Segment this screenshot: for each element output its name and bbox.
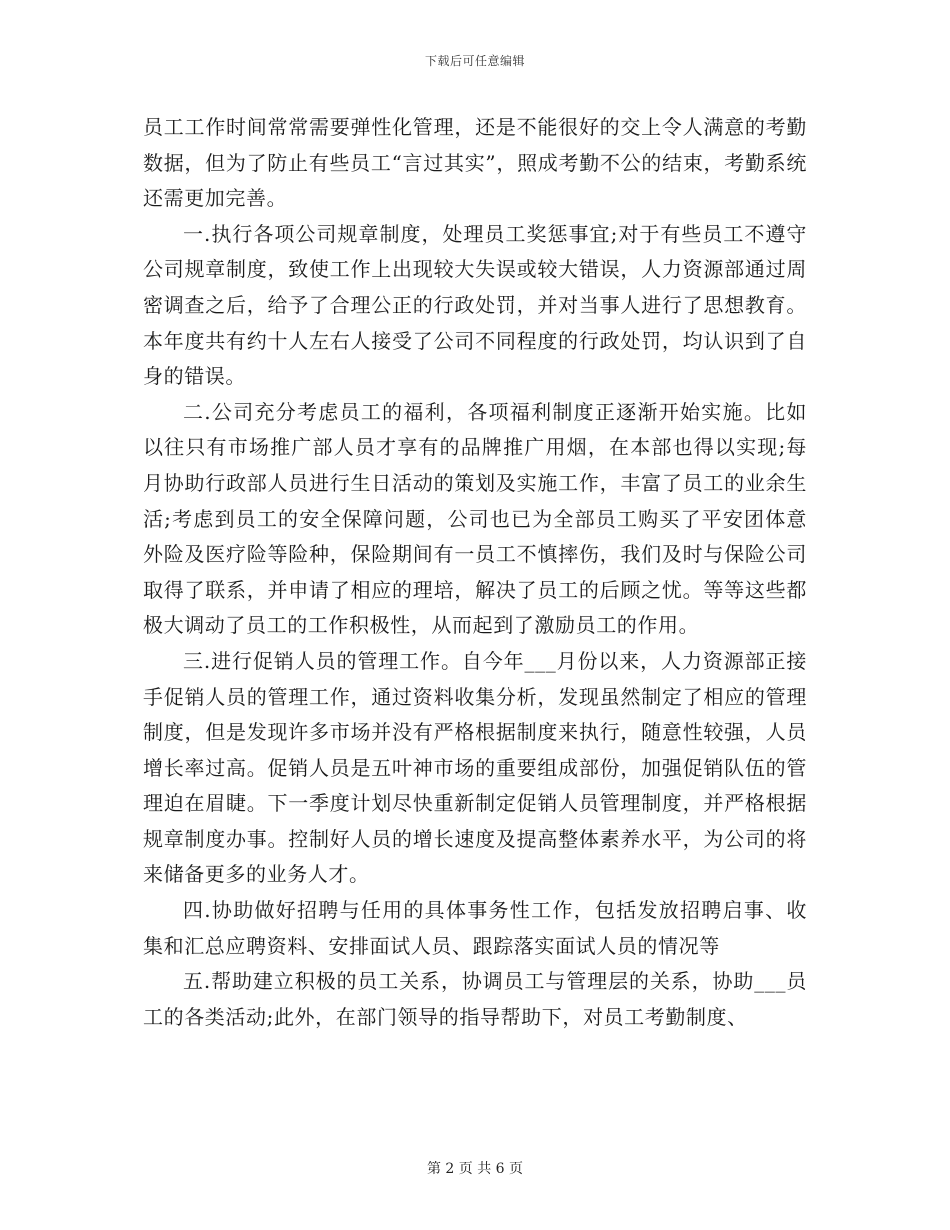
paragraph-item-4-recruitment: 四.协助做好招聘与任用的具体事务性工作，包括发放招聘启事、收集和汇总应聘资料、安排面试人员、跟踪落实面试人员的情况等: [143, 898, 807, 958]
paragraph-attendance-intro: 员工工作时间常常需要弹性化管理，还是不能很好的交上令人满意的考勤数据，但为了防止有些员工“言过其实”，照成考勤不公的结束，考勤系统还需更加完善。: [143, 115, 807, 211]
page-header-note: 下载后可任意编辑: [424, 54, 525, 68]
paragraph-item-5-employee-relations: 五.帮助建立积极的员工关系，协调员工与管理层的关系，协助___员工的各类活动;此外，在部门领导的指导帮助下，对员工考勤制度、: [143, 969, 807, 1029]
paragraph-item-3-promotion-staff: 三.进行促销人员的管理工作。自今年___月份以来，人力资源部正接手促销人员的管理工作，通过资料收集分析，发现虽然制定了相应的管理制度，但是发现许多市场并没有严格根据制度来执行，随意性较强，人员增长率过高。促销人员是五叶神市场的重要组成部份，加强促销队伍的管理迫在眉睫。下一季度计划尽快重新制定促销人员管理制度，并严格根据规章制度办事。控制好人员的增长速度及提高整体素养水平，为公司的将来储备更多的业务人才。: [143, 648, 807, 887]
page-number: 第 2 页 共 6 页: [426, 1161, 524, 1177]
document-body: [143, 110, 807, 1035]
paragraph-item-1-rules: 一.执行各项公司规章制度，处理员工奖惩事宜;对于有些员工不遵守公司规章制度，致使工作上出现较大失误或较大错误，人力资源部通过周密调查之后，给予了合理公正的行政处罚，并对当事人进行了思想教育。本年度共有约十人左右人接受了公司不同程度的行政处罚，均认识到了自身的错误。: [143, 221, 807, 389]
paragraph-item-2-welfare: 二.公司充分考虑员工的福利，各项福利制度正逐渐开始实施。比如以往只有市场推广部人员才享有的品牌推广用烟，在本部也得以实现;每月协助行政部人员进行生日活动的策划及实施工作，丰富了员工的业余生活;考虑到员工的安全保障问题，公司也已为全部员工购买了平安团体意外险及医疗险等险种，保险期间有一员工不慎摔伤，我们及时与保险公司取得了联系，并申请了相应的理培，解决了员工的后顾之忧。等等这些都极大调动了员工的工作积极性，从而起到了激励员工的作用。: [143, 399, 807, 638]
